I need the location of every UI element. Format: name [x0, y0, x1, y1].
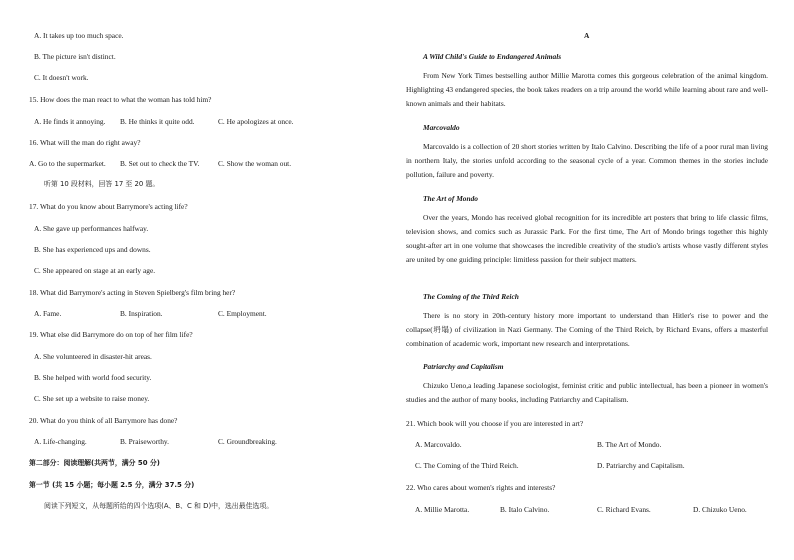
q15-question: 15. How does the man react to what the woman has told him? [29, 95, 212, 104]
q18-option-a: A. Fame. [34, 309, 62, 318]
q17-option-a: A. She gave up performances halfway. [34, 224, 149, 233]
passage-letter: A [584, 31, 590, 40]
book-title-patriarchy: Patriarchy and Capitalism [423, 362, 504, 371]
q19-option-a: A. She volunteered in disaster-hit areas. [34, 352, 152, 361]
q17-question: 17. What do you know about Barrymore's acting life? [29, 202, 188, 211]
q16-option-c: C. Show the woman out. [218, 159, 292, 168]
q14-option-c: C. It doesn't work. [34, 73, 89, 82]
book-desc-marcovaldo: Marcovaldo is a collection of 20 short stories written by Italo Calvino. Describing the life of a poor rural man living in northern Italy, the stories unfold according to the seasonal cycle of a year. Common themes in the stories include pollution, failure and poverty. [406, 142, 768, 180]
q15-option-b: B. He thinks it quite odd. [120, 117, 195, 126]
book-title-marcovaldo: Marcovaldo [423, 123, 460, 132]
section-10-heading: 听第 10 段材料，回答 17 至 20 题。 [44, 180, 160, 188]
section-1-heading: 第一节 (共 15 小题；每小题 2.5 分，满分 37.5 分) [29, 481, 195, 489]
q21-question: 21. Which book will you choose if you are interested in art? [406, 419, 584, 428]
book-desc-art-of-mondo: Over the years, Mondo has received global recognition for its incredible art posters that bring to life classic films, television shows, and comics such as Jurassic Park. For the first time, The Art of Mondo brings together this highly sought-after art in one volume that showcases the incredible creativity of the studio's artists whose vastly different styles are united by one guiding principle: limitless passion for their subject matters. [406, 213, 768, 265]
q15-option-a: A. He finds it annoying. [34, 117, 106, 126]
q16-question: 16. What will the man do right away? [29, 138, 141, 147]
part-2-heading: 第二部分：阅读理解(共两节，满分 50 分) [29, 459, 160, 467]
q18-option-c: C. Employment. [218, 309, 267, 318]
q22-option-c: C. Richard Evans. [597, 505, 651, 514]
q22-option-b: B. Italo Calvino. [500, 505, 550, 514]
q19-option-b: B. She helped with world food security. [34, 373, 152, 382]
q22-option-a: A. Millie Marotta. [415, 505, 470, 514]
q15-option-c: C. He apologizes at once. [218, 117, 294, 126]
q20-option-b: B. Praiseworthy. [120, 437, 169, 446]
q22-option-d: D. Chizuko Ueno. [693, 505, 747, 514]
q19-option-c: C. She set up a website to raise money. [34, 394, 150, 403]
book-title-art-of-mondo: The Art of Mondo [423, 194, 478, 203]
q16-option-a: A. Go to the supermarket. [29, 159, 106, 168]
book-desc-endangered-animals: From New York Times bestselling author Millie Marotta comes this gorgeous celebration of the animal kingdom. Highlighting 43 endangered species, the book takes readers on a trip around the world while learning about rare and well-known animals and their habitats. [406, 71, 768, 109]
q19-question: 19. What else did Barrymore do on top of her film life? [29, 330, 193, 339]
q21-option-b: B. The Art of Mondo. [597, 440, 662, 449]
q20-option-c: C. Groundbreaking. [218, 437, 277, 446]
q21-option-a: A. Marcovaldo. [415, 440, 462, 449]
q21-option-c: C. The Coming of the Third Reich. [415, 461, 519, 470]
book-desc-third-reich: There is no story in 20th-century history more important to understand than Hitler's rise to power and the collapse(坍塌) of civilization in Nazi Germany. The Coming of the Third Reich, by Richard Evans, offers a masterful combination of academic work, important new research and interpretations. [406, 311, 768, 349]
book-desc-patriarchy: Chizuko Ueno,a leading Japanese sociologist, feminist critic and public intellectual, has been a pioneer in women's studies and the author of many books, including Patriarchy and Capitalism. [406, 381, 768, 405]
q17-option-c: C. She appeared on stage at an early age. [34, 266, 156, 275]
q14-option-a: A. It takes up too much space. [34, 31, 124, 40]
q20-question: 20. What do you think of all Barrymore has done? [29, 416, 178, 425]
book-title-endangered-animals: A Wild Child's Guide to Endangered Animals [423, 52, 562, 61]
q20-option-a: A. Life-changing. [34, 437, 87, 446]
q21-option-d: D. Patriarchy and Capitalism. [597, 461, 685, 470]
q18-question: 18. What did Barrymore's acting in Steven Spielberg's film bring her? [29, 288, 236, 297]
reading-instruction: 阅读下列短文，从每题所给的四个选项(A、B、C 和 D)中，选出最佳选项。 [44, 502, 274, 510]
q16-option-b: B. Set out to check the TV. [120, 159, 200, 168]
q14-option-b: B. The picture isn't distinct. [34, 52, 116, 61]
q22-question: 22. Who cares about women's rights and interests? [406, 483, 556, 492]
q18-option-b: B. Inspiration. [120, 309, 163, 318]
book-title-third-reich: The Coming of the Third Reich [423, 292, 519, 301]
q17-option-b: B. She has experienced ups and downs. [34, 245, 151, 254]
